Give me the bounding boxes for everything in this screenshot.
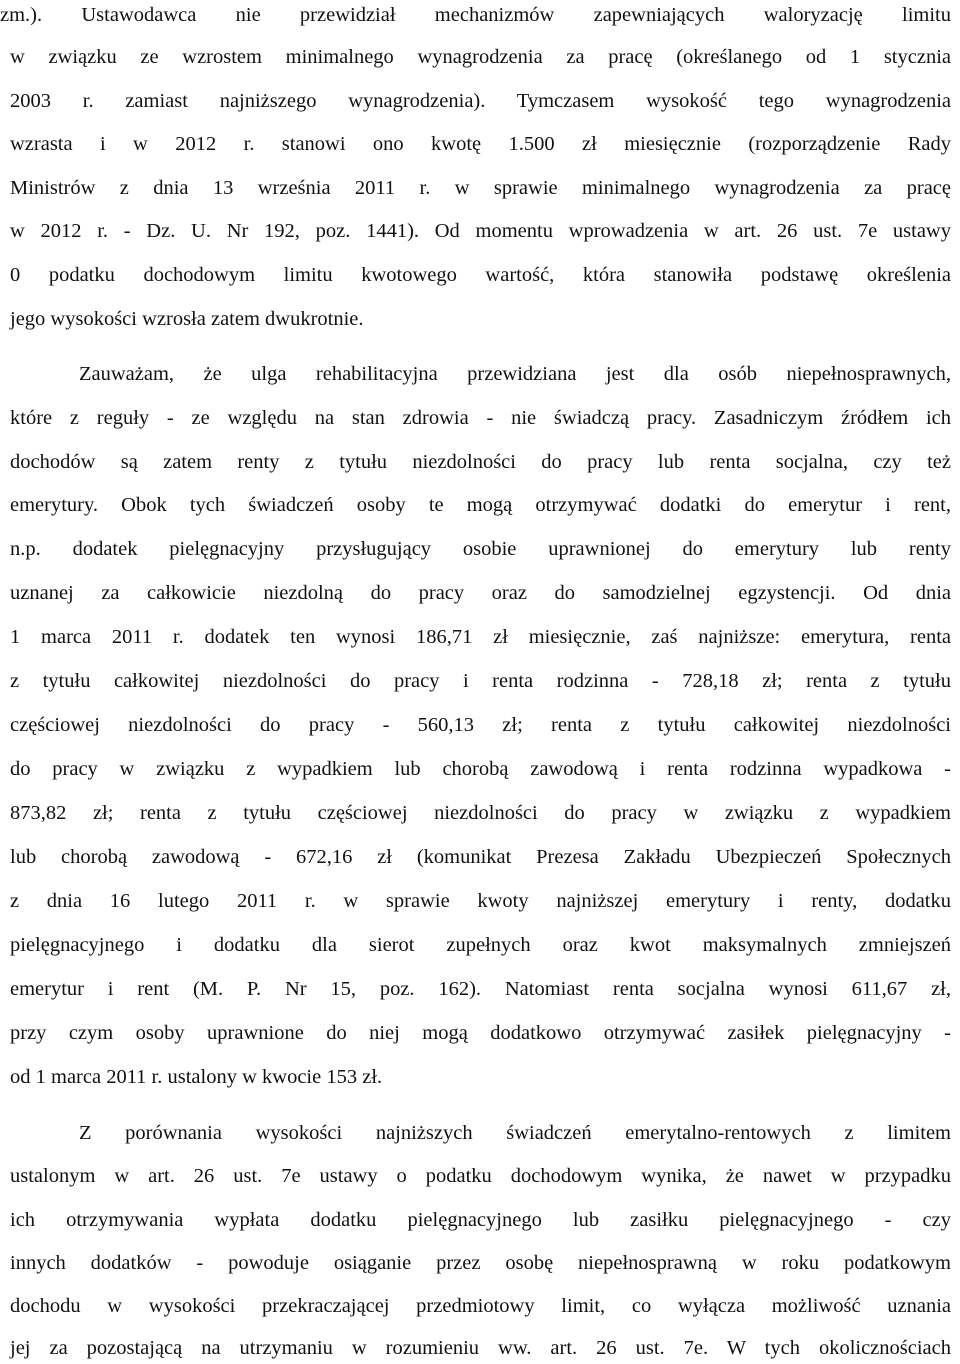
text-line: do pracy w związku z wypadkiem lub chorobą zawodową i renta rodzinna wypadkowa - (10, 758, 951, 780)
text-line: w związku ze wzrostem minimalnego wynagrodzenia za pracę (określanego od 1 stycznia (10, 46, 951, 68)
text-line: zm.). Ustawodawca nie przewidział mechanizmów zapewniających waloryzację limitu (0, 4, 951, 26)
text-line: pielęgnacyjnego i dodatku dla sierot zupełnych oraz kwot maksymalnych zmniejszeń (10, 934, 951, 956)
text-line: które z reguły - ze względu na stan zdrowia - nie świadczą pracy. Zasadniczym źródłem ich (10, 407, 951, 429)
text-line: z dnia 16 lutego 2011 r. w sprawie kwoty najniższej emerytury i renty, dodatku (10, 890, 951, 912)
text-line: przy czym osoby uprawnione do niej mogą dodatkowo otrzymywać zasiłek pielęgnacyjny - (10, 1022, 951, 1044)
text-line: n.p. dodatek pielęgnacyjny przysługujący osobie uprawnionej do emerytury lub renty (10, 538, 951, 560)
text-line: 2003 r. zamiast najniższego wynagrodzenia). Tymczasem wysokość tego wynagrodzenia (10, 90, 951, 112)
text-line: 1 marca 2011 r. dodatek ten wynosi 186,71 zł miesięcznie, zaś najniższe: emerytura, renta (10, 626, 951, 648)
text-line: w 2012 r. - Dz. U. Nr 192, poz. 1441). Od momentu wprowadzenia w art. 26 ust. 7e ustawy (10, 220, 951, 242)
text-line: wzrasta i w 2012 r. stanowi ono kwotę 1.500 zł miesięcznie (rozporządzenie Rady (10, 133, 951, 155)
text-line: z tytułu całkowitej niezdolności do pracy i renta rodzinna - 728,18 zł; renta z tytułu (10, 670, 951, 692)
text-line: uznanej za całkowicie niezdolną do pracy oraz do samodzielnej egzystencji. Od dnia (10, 582, 951, 604)
text-line: 0 podatku dochodowym limitu kwotowego wartość, która stanowiła podstawę określenia (10, 264, 951, 286)
text-line: ich otrzymywania wypłata dodatku pielęgnacyjnego lub zasiłku pielęgnacyjnego - czy (10, 1209, 951, 1231)
text-line: od 1 marca 2011 r. ustalony w kwocie 153 zł. (10, 1066, 383, 1088)
text-line: 873,82 zł; renta z tytułu częściowej niezdolności do pracy w związku z wypadkiem (10, 802, 951, 824)
text-line: Ministrów z dnia 13 września 2011 r. w sprawie minimalnego wynagrodzenia za pracę (10, 177, 951, 199)
text-line: częściowej niezdolności do pracy - 560,13 zł; renta z tytułu całkowitej niezdolności (10, 714, 951, 736)
text-line: dochodów są zatem renty z tytułu niezdolności do pracy lub renta socjalna, czy też (10, 451, 951, 473)
text-line: innych dodatków - powoduje osiąganie przez osobę niepełnosprawną w roku podatkowym (10, 1252, 951, 1274)
text-line: Z porównania wysokości najniższych świadczeń emerytalno-rentowych z limitem (79, 1122, 951, 1144)
text-line: jego wysokości wzrosła zatem dwukrotnie. (10, 308, 364, 330)
text-line: ustalonym w art. 26 ust. 7e ustawy o podatku dochodowym wynika, że nawet w przypadku (10, 1165, 951, 1187)
text-line: Zauważam, że ulga rehabilitacyjna przewidziana jest dla osób niepełnosprawnych, (79, 363, 951, 385)
text-line: jej za pozostającą na utrzymaniu w rozumieniu ww. art. 26 ust. 7e. W tych okolicznościach (10, 1337, 951, 1359)
text-line: lub chorobą zawodową - 672,16 zł (komunikat Prezesa Zakładu Ubezpieczeń Społecznych (10, 846, 951, 868)
text-line: emerytur i rent (M. P. Nr 15, poz. 162). Natomiast renta socjalna wynosi 611,67 zł, (10, 978, 951, 1000)
text-line: emerytury. Obok tych świadczeń osoby te mogą otrzymywać dodatki do emerytur i rent, (10, 494, 951, 516)
text-line: dochodu w wysokości przekraczającej przedmiotowy limit, co wyłącza możliwość uznania (10, 1295, 951, 1317)
